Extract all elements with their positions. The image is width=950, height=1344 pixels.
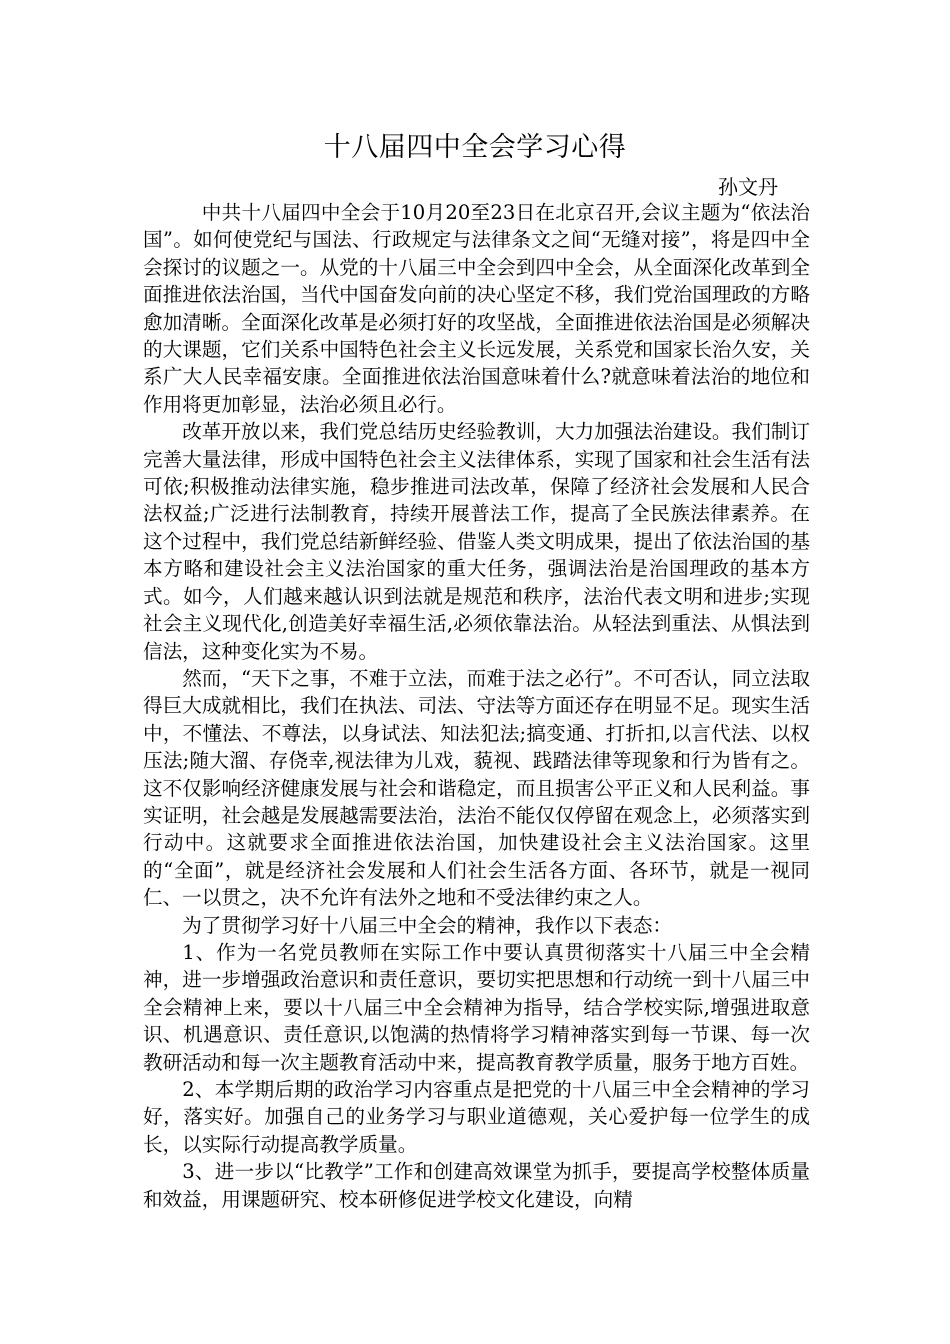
document-title: 十八届四中全会学习心得 [323, 132, 627, 163]
paragraph: 2、本学期后期的政治学习内容重点是把党的十八届三中全会精神的学习好，落实好。加强自己的业务学习与职业道德观，关心爱护每一位学生的成长，以实际行动提高教学质量。 [143, 1078, 810, 1156]
paragraph: 为了贯彻学习好十八届三中全会的精神，我作以下表态： [182, 913, 673, 937]
paragraph: 中共十八届四中全会于10月20至23日在北京召开,会议主题为“依法治国”。如何使党纪与国法、行政规定与法律条文之间“无缝对接”，将是四中全会探讨的议题之一。从党的十八届三中全会到四中全会，从全面深化改革到全面推进依法治国，当代中国奋发向前的决心坚定不移，我们党治国理政的方略愈加清晰。全面深化改革是必须打好的攻坚战，全面推进依法治国是必须解决的大课题，它们关系中国特色社会主义长远发展，关系党和国家长治久安，关系广大人民幸福安康。全面推进依法治国意味着什么?就意味着法治的地位和作用将更加彰显，法治必须且必行。 [143, 201, 810, 416]
author-name: 孙文丹 [718, 175, 778, 199]
document-body [143, 199, 810, 1213]
paragraph: 1、作为一名党员教师在实际工作中要认真贯彻落实十八届三中全会精神，进一步增强政治意识和责任意识，要切实把思想和行动统一到十八届三中全会精神上来，要以十八届三中全会精神为指导，结合学校实际,增强进取意识、机遇意识、责任意识,以饱满的热情将学习精神落实到每一节课、每一次教研活动和每一次主题教育活动中来，提高教育教学质量，服务于地方百姓。 [143, 940, 810, 1074]
paragraph: 3、进一步以“比教学”工作和创建高效课堂为抓手，要提高学校整体质量和效益，用课题研究、校本研修促进学校文化建设，向精 [143, 1160, 810, 1211]
paragraph: 改革开放以来，我们党总结历史经验教训，大力加强法治建设。我们制订完善大量法律，形成中国特色社会主义法律体系，实现了国家和社会生活有法可依;积极推动法律实施，稳步推进司法改革，保障了经济社会发展和人民合法权益;广泛进行法制教育，持续开展普法工作，提高了全民族法律素养。在这个过程中，我们党总结新鲜经验、借鉴人类文明成果，提出了依法治国的基本方略和建设社会主义法治国家的重大任务，强调法治是治国理政的基本方式。如今，人们越来越认识到法就是规范和秩序，法治代表文明和进步;实现社会主义现代化,创造美好幸福生活,必须依靠法治。从轻法到重法、从惧法到信法，这种变化实为不易。 [143, 420, 810, 663]
paragraph: 然而，“天下之事，不难于立法，而难于法之必行”。不可否认，同立法取得巨大成就相比，我们在执法、司法、守法等方面还存在明显不足。现实生活中，不懂法、不尊法，以身试法、知法犯法;搞变通、打折扣,以言代法、以权压法;随大溜、存侥幸,视法律为儿戏，藐视、践踏法律等现象和行为皆有之。这不仅影响经济健康发展与社会和谐稳定，而且损害公平正义和人民利益。事实证明，社会越是发展越需要法治，法治不能仅仅停留在观念上，必须落实到行动中。这就要求全面推进依法治国，加快建设社会主义法治国家。这里的“全面”，就是经济社会发展和人们社会生活各方面、各环节，就是一视同仁、一以贯之，决不允许有法外之地和不受法律约束之人。 [143, 666, 810, 910]
